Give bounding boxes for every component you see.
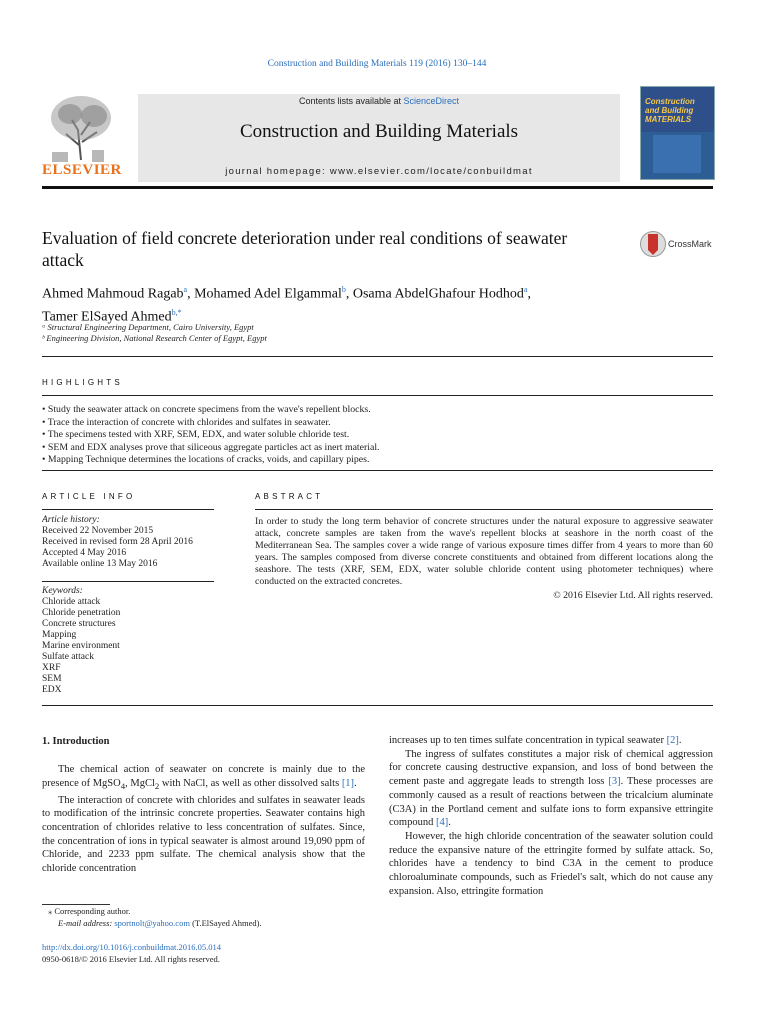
highlight-item: • The specimens tested with XRF, SEM, EDX, and water soluble chloride test. [42,429,713,442]
journal-cover-image[interactable] [640,86,715,180]
author-list: Ahmed Mahmoud Ragab$^a$, Mohamed Adel Elgammal$^b$, Osama AbdelGhafour Hodhod$^a$, Tamer ElSayed Ahmed$^{b,*}$ [42,285,531,325]
keywords-label: Keywords: [42,586,83,596]
highlights-list [42,404,713,467]
crossmark-icon[interactable] [640,230,666,258]
doi-link[interactable]: http://dx.doi.org/10.1016/j.conbuildmat.2016.05.014 [42,942,222,952]
article-history [42,515,214,570]
author-name[interactable]: Tamer ElSayed Ahmed [42,309,172,325]
divider [42,395,713,396]
history-label: Article history: [42,515,100,525]
keyword: XRF [42,663,61,673]
paragraph: However, the high chloride concentration of the seawater solution could reduce the expansive nature of the ettringite formed by sulfate attack. So, chlorides have a tendency to bind C3A in the cement to produce chloroaluminate compounds, such as Friedel's salt, which do not cause any expansion. Also, ettringite formation [389,830,713,897]
email-link[interactable]: sportnolt@yahoo.com [114,917,190,928]
paragraph: The chemical action of seawater on concrete is mainly due to the presence of MgSO$_4$, MgCl$_2$ with NaCl, as well as other dissolved salts [1]. [42,764,365,791]
reference-link[interactable]: [2] [666,735,679,746]
cover-title: Construction and Building MATERIALS [645,97,695,124]
history-item: Received 22 November 2015 [42,526,154,536]
body-column-right [389,734,713,898]
keyword: Sulfate attack [42,652,94,662]
highlight-item: • Mapping Technique determines the locations of cracks, voids, and capillary pipes. [42,454,713,467]
doi-block [42,942,221,965]
author-name[interactable]: Mohamed Adel Elgammal [194,286,342,302]
keyword: Chloride penetration [42,608,121,618]
divider [42,509,214,510]
affiliations [42,322,267,344]
header-rule [42,186,713,189]
author-affil-marker[interactable]: b,* [171,307,182,317]
keywords [42,586,214,696]
sciencedirect-link[interactable]: ScienceDirect [403,96,460,106]
divider [42,356,713,357]
reference-link[interactable]: [3] [608,776,621,788]
article-title: Evaluation of field concrete deterioration under real conditions of seawater attack [42,228,568,270]
divider [42,705,713,706]
author-affil-marker[interactable]: a [183,285,188,294]
elsevier-wordmark: ELSEVIER [42,162,122,178]
author-affil-marker[interactable]: a [523,285,528,294]
crossmark-label[interactable]: CrossMark [668,239,712,249]
section-heading: 1. Introduction [42,736,110,747]
keyword: Concrete structures [42,619,116,629]
history-item: Accepted 4 May 2016 [42,548,127,558]
reference-link[interactable]: [1] [341,777,355,789]
keyword: EDX [42,685,62,695]
keyword: Marine environment [42,641,120,651]
abstract-copyright: © 2016 Elsevier Ltd. All rights reserved. [553,590,713,601]
highlights-heading: HIGHLIGHTS [42,378,123,387]
issn-line: 0950-0618/© 2016 Elsevier Ltd. All rights reserved. [42,953,220,964]
abstract-text: In order to study the long term behavior of concrete structures under the natural exposure to aggressive seawater attack, concrete samples are taken from the wave's repellent blocks at seashore in the north coast of the Mediterranean Sea. The samples cover a wide range of various exposure times differ from 4 years to more than 60 years. The samples composed from diverse concrete constituents and obtained from different locations along the seashore. The tests (XRF, SEM, EDX, water soluble chloride content using photometer techniques) where conducted on the extracted concretes. [255,516,713,587]
highlight-item: • SEM and EDX analyses prove that siliceous aggregate particles act as inert material. [42,442,713,455]
journal-name: Construction and Building Materials [239,121,519,142]
author-name[interactable]: Osama AbdelGhafour Hodhod [352,286,524,302]
reference-link[interactable]: [4] [435,817,449,829]
divider [255,509,713,510]
keyword: Mapping [42,630,77,640]
journal-homepage[interactable]: journal homepage: www.elsevier.com/locate/conbuildmat [225,166,533,177]
footnote-rule [42,904,110,905]
abstract-heading: ABSTRACT [255,492,324,501]
corresponding-author-note: ⁎ Corresponding author. [48,906,131,916]
author-name[interactable]: Ahmed Mahmoud Ragab [42,286,184,302]
author-affil-marker[interactable]: b [341,285,346,294]
affiliation: ᵇ Engineering Division, National Research Center of Egypt, Egypt [42,333,267,343]
keyword: Chloride attack [42,597,101,607]
divider [42,581,214,582]
contents-prefix: Contents lists available at [298,96,404,106]
paragraph: The interaction of concrete with chlorides and sulfates in seawater leads to modification of the intrinsic concrete properties. Seawater contains high concentration of chlorides relative to less concentration of sulfates. Since, the concentration of ions in typical seawater is almost around 19,090 ppm of Chloride, and 2233 ppm sulfate. The chemical analysis show that the chloride concentration [42,794,365,875]
article-info-heading: ARTICLE INFO [42,492,136,501]
contents-line [138,96,620,106]
email-note: E-mail address: sportnolt@yahoo.com (T.ElSayed Ahmed). [58,917,262,928]
footnotes [42,906,372,929]
body-column-left [42,763,365,876]
highlight-item: • Study the seawater attack on concrete specimens from the wave's repellent blocks. [42,404,713,417]
keyword: SEM [42,674,62,684]
history-item: Received in revised form 28 April 2016 [42,537,193,547]
history-item: Available online 13 May 2016 [42,559,158,569]
affiliation: ᵃ Structural Engineering Department, Cairo University, Egypt [42,322,254,332]
highlight-item: • Trace the interaction of concrete with chlorides and sulfates in seawater. [42,417,713,430]
paragraph: The ingress of sulfates constitutes a major risk of chemical aggression for concrete causing destructive expansion, and loss of bond between the cement paste and aggregate leads to strength loss [3]. These processes are commonly caused as a result of reactions between the tricalcium aluminate (C3A) in the Portland cement and sulfate ions to form expansive ettringite compound [4]. [389,748,714,829]
journal-citation-link[interactable]: Construction and Building Materials 119 (2016) 130–144 [267,59,487,69]
divider [42,470,713,471]
paragraph: increases up to ten times sulfate concentration in typical seawater [2]. [389,735,682,746]
